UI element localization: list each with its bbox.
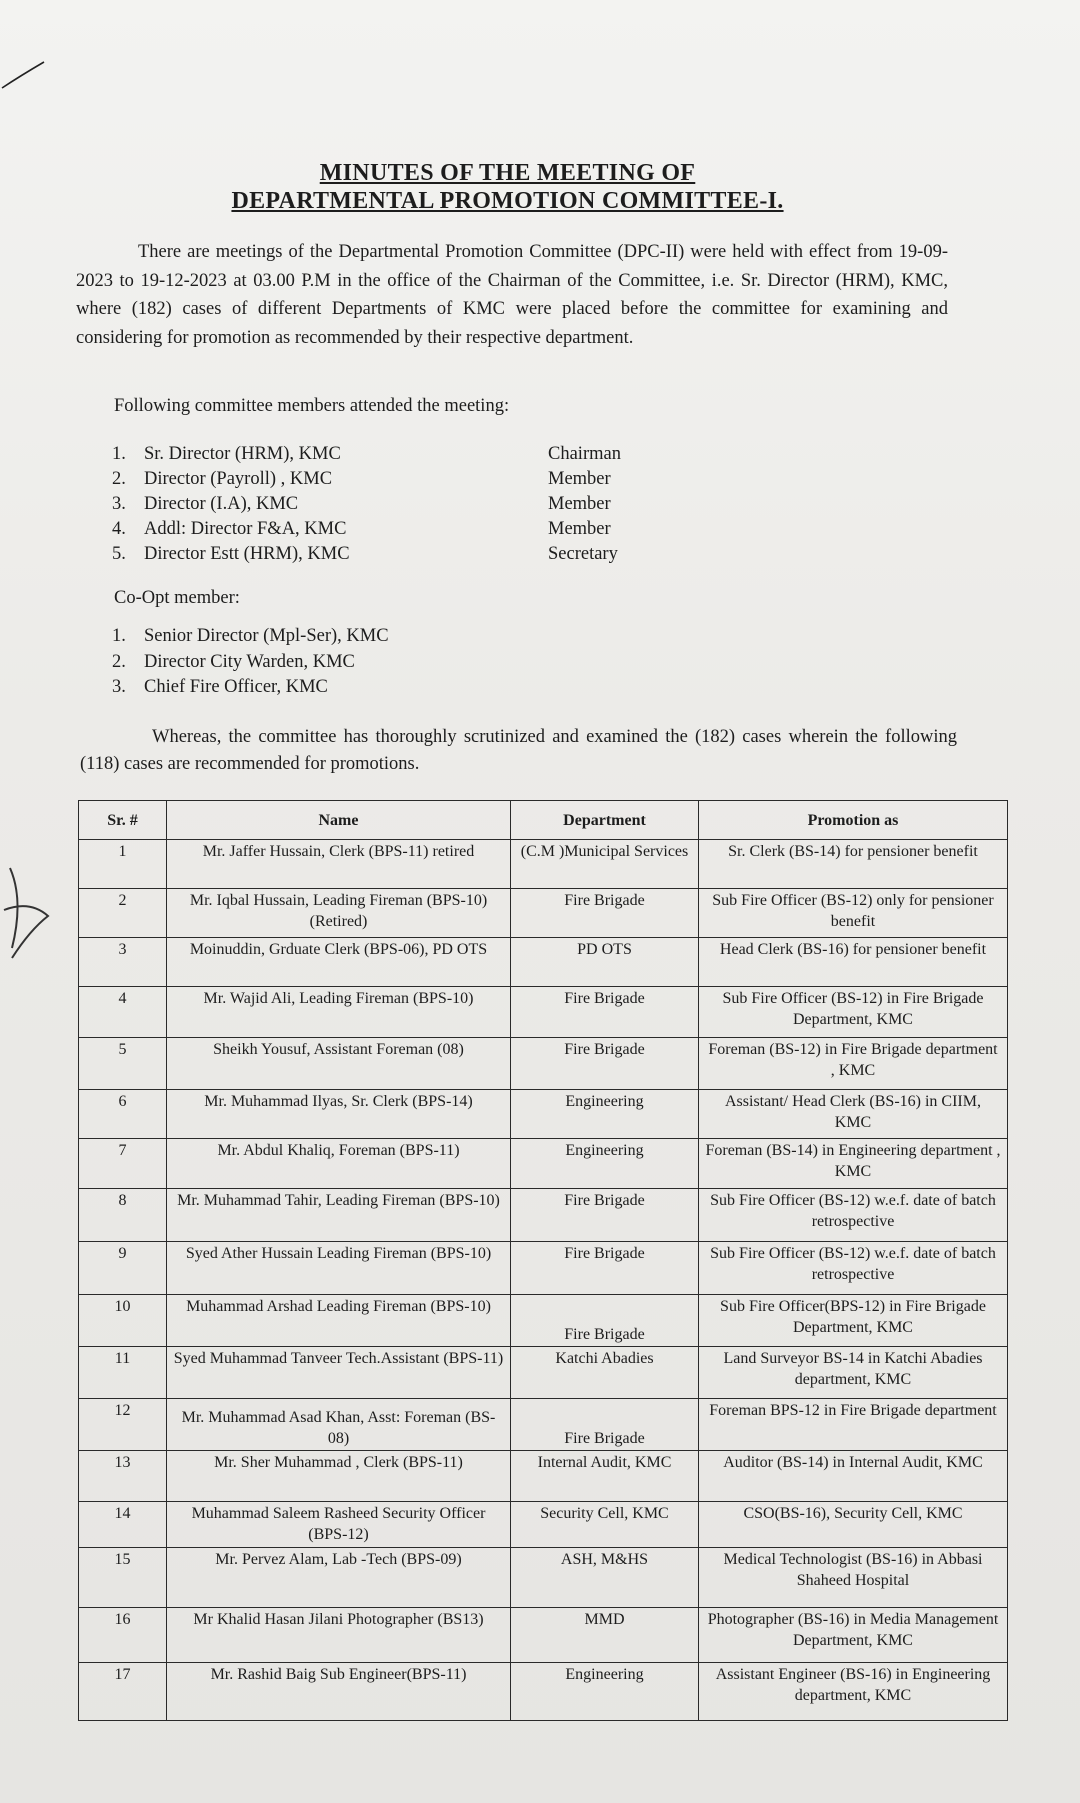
member-number: 4.: [112, 519, 126, 539]
member-role: Member: [548, 469, 611, 489]
cell-sr: 6: [79, 1090, 167, 1139]
member-name: Director (I.A), KMC: [144, 494, 299, 514]
table-row: [79, 1189, 1008, 1242]
cell-promotion: Sub Fire Officer (BS-12) w.e.f. date of batch retrospective: [699, 1242, 1008, 1295]
table-row: [79, 1347, 1008, 1399]
cell-department: Security Cell, KMC: [511, 1502, 699, 1548]
cell-promotion: Land Surveyor BS-14 in Katchi Abadies department, KMC: [699, 1347, 1008, 1399]
cell-department: MMD: [511, 1608, 699, 1663]
member-item: [112, 442, 621, 467]
cell-name: Syed Muhammad Tanveer Tech.Assistant (BPS-11): [167, 1347, 511, 1399]
table-row: [79, 938, 1008, 987]
cell-promotion: Sr. Clerk (BS-14) for pensioner benefit: [699, 840, 1008, 889]
cell-sr: 2: [79, 889, 167, 938]
coopt-name: Chief Fire Officer, KMC: [144, 677, 328, 697]
page-title-line2: DEPARTMENTAL PROMOTION COMMITTEE-I.: [231, 188, 784, 214]
table-row: [79, 840, 1008, 889]
intro-paragraph: There are meetings of the Departmental Promotion Committee (DPC-II) were held with effect from 19-09-2023 to 19-12-2023 at 03.00 P.M in the office of the Chairman of the Committee, i.e. Sr. Director (HRM), KMC, where (182) cases of different Departments of KMC were placed before the committee for examining and considering for promotion as recommended by their respective department.: [76, 242, 948, 348]
table-row: [79, 1139, 1008, 1189]
cell-sr: 8: [79, 1189, 167, 1242]
table-row: [79, 1399, 1008, 1451]
cell-name: Mr. Wajid Ali, Leading Fireman (BPS-10): [167, 987, 511, 1038]
table-row: [79, 1090, 1008, 1139]
member-name: Sr. Director (HRM), KMC: [144, 444, 341, 464]
cell-promotion: CSO(BS-16), Security Cell, KMC: [699, 1502, 1008, 1548]
cell-promotion: Medical Technologist (BS-16) in Abbasi Shaheed Hospital: [699, 1548, 1008, 1608]
cell-sr: 13: [79, 1451, 167, 1502]
cell-department: Fire Brigade: [511, 1038, 699, 1090]
table-row: [79, 1608, 1008, 1663]
cell-department: ASH, M&HS: [511, 1548, 699, 1608]
cell-department: Fire Brigade: [511, 1189, 699, 1242]
cell-promotion: Sub Fire Officer(BPS-12) in Fire Brigade Department, KMC: [699, 1295, 1008, 1347]
cell-sr: 17: [79, 1663, 167, 1721]
cell-promotion: Auditor (BS-14) in Internal Audit, KMC: [699, 1451, 1008, 1502]
cell-sr: 5: [79, 1038, 167, 1090]
coopt-name: Director City Warden, KMC: [144, 651, 355, 672]
member-item: [112, 492, 621, 517]
coopt-number: 3.: [112, 677, 126, 697]
cell-name: Mr. Rashid Baig Sub Engineer(BPS-11): [167, 1663, 511, 1721]
cell-promotion: Assistant/ Head Clerk (BS-16) in CIIM, KMC: [699, 1090, 1008, 1139]
cell-name: Mr. Muhammad Asad Khan, Asst: Foreman (BS-08): [167, 1399, 511, 1451]
cell-name: Mr Khalid Hasan Jilani Photographer (BS13): [167, 1608, 511, 1663]
cell-promotion: Sub Fire Officer (BS-12) w.e.f. date of batch retrospective: [699, 1189, 1008, 1242]
cell-promotion: Sub Fire Officer (BS-12) in Fire Brigade Department, KMC: [699, 987, 1008, 1038]
cell-department: Engineering: [511, 1663, 699, 1721]
committee-members-list: [112, 442, 621, 567]
cell-department: Engineering: [511, 1090, 699, 1139]
coopt-item: [112, 624, 389, 650]
table-row: [79, 1242, 1008, 1295]
member-role: Member: [548, 519, 611, 539]
table-row: [79, 987, 1008, 1038]
signature-mark-icon: [0, 860, 60, 970]
cell-department: Fire Brigade: [511, 889, 699, 938]
member-name: Director (Payroll) , KMC: [144, 469, 333, 489]
cell-name: Muhammad Saleem Rasheed Security Officer (BPS-12): [167, 1502, 511, 1548]
table-row: [79, 1038, 1008, 1090]
cell-department: Engineering: [511, 1139, 699, 1189]
table-row: [79, 1548, 1008, 1608]
table-row: [79, 1295, 1008, 1347]
cell-promotion: Photographer (BS-16) in Media Management Department, KMC: [699, 1608, 1008, 1663]
pen-mark-icon: [0, 50, 60, 100]
cell-sr: 4: [79, 987, 167, 1038]
cell-promotion: Foreman (BS-14) in Engineering department , KMC: [699, 1139, 1008, 1189]
cell-sr: 11: [79, 1347, 167, 1399]
cell-sr: 12: [79, 1399, 167, 1451]
member-item: [112, 542, 621, 567]
member-number: 1.: [112, 444, 126, 464]
cell-sr: 16: [79, 1608, 167, 1663]
cell-name: Muhammad Arshad Leading Fireman (BPS-10): [167, 1295, 511, 1347]
coopt-label: Co-Opt member:: [114, 588, 240, 608]
table-row: [79, 1663, 1008, 1721]
attended-label: Following committee members attended the meeting:: [114, 396, 510, 416]
cell-promotion: Foreman (BS-12) in Fire Brigade department , KMC: [699, 1038, 1008, 1090]
member-number: 2.: [112, 469, 126, 489]
cell-promotion: Assistant Engineer (BS-16) in Engineering department, KMC: [699, 1663, 1008, 1721]
coopt-item: [112, 675, 389, 701]
cell-sr: 10: [79, 1295, 167, 1347]
coopt-members-list: [112, 624, 389, 701]
cell-sr: 15: [79, 1548, 167, 1608]
header-department: Department: [511, 801, 699, 840]
member-number: 3.: [112, 494, 126, 514]
member-name: Addl: Director F&A, KMC: [144, 519, 347, 539]
cell-department: Katchi Abadies: [511, 1347, 699, 1399]
member-role: Secretary: [548, 544, 618, 564]
cell-promotion: Sub Fire Officer (BS-12) only for pensioner benefit: [699, 889, 1008, 938]
coopt-number: 1.: [112, 626, 126, 646]
page-title-line1: MINUTES OF THE MEETING OF: [319, 160, 696, 186]
promotion-table: [78, 800, 1008, 1721]
member-item: [112, 467, 621, 492]
member-number: 5.: [112, 544, 126, 564]
header-promotion: Promotion as: [699, 801, 1008, 840]
header-sr: Sr. #: [79, 801, 167, 840]
table-header-row: [79, 801, 1008, 840]
cell-department: (C.M )Municipal Services: [511, 840, 699, 889]
cell-name: Syed Ather Hussain Leading Fireman (BPS-10): [167, 1242, 511, 1295]
cell-name: Mr. Muhammad Tahir, Leading Fireman (BPS-10): [167, 1189, 511, 1242]
cell-name: Mr. Sher Muhammad , Clerk (BPS-11): [167, 1451, 511, 1502]
cell-name: Sheikh Yousuf, Assistant Foreman (08): [167, 1038, 511, 1090]
coopt-number: 2.: [112, 651, 126, 672]
cell-department: Fire Brigade: [511, 1242, 699, 1295]
cell-sr: 1: [79, 840, 167, 889]
cell-department: Fire Brigade: [511, 1295, 699, 1347]
cell-name: Mr. Muhammad Ilyas, Sr. Clerk (BPS-14): [167, 1090, 511, 1139]
cell-department: Fire Brigade: [511, 987, 699, 1038]
coopt-name: Senior Director (Mpl-Ser), KMC: [144, 626, 389, 646]
member-role: Member: [548, 494, 611, 514]
member-item: [112, 517, 621, 542]
cell-name: Mr. Pervez Alam, Lab -Tech (BPS-09): [167, 1548, 511, 1608]
coopt-item: [112, 650, 389, 676]
cell-name: Moinuddin, Grduate Clerk (BPS-06), PD OTS: [167, 938, 511, 987]
cell-name: Mr. Jaffer Hussain, Clerk (BPS-11) retired: [167, 840, 511, 889]
table-row: [79, 1502, 1008, 1548]
cell-sr: 7: [79, 1139, 167, 1189]
cell-name: Mr. Abdul Khaliq, Foreman (BPS-11): [167, 1139, 511, 1189]
cell-sr: 14: [79, 1502, 167, 1548]
cell-department: PD OTS: [511, 938, 699, 987]
cell-promotion: Foreman BPS-12 in Fire Brigade department: [699, 1399, 1008, 1451]
cell-department: Internal Audit, KMC: [511, 1451, 699, 1502]
member-role: Chairman: [548, 444, 621, 464]
cell-department: Fire Brigade: [511, 1399, 699, 1451]
table-row: [79, 889, 1008, 938]
whereas-paragraph: Whereas, the committee has thoroughly scrutinized and examined the (182) cases wherein the following (118) cases are recommended for promotions.: [80, 727, 957, 774]
cell-promotion: Head Clerk (BS-16) for pensioner benefit: [699, 938, 1008, 987]
header-name: Name: [167, 801, 511, 840]
table-row: [79, 1451, 1008, 1502]
member-name: Director Estt (HRM), KMC: [144, 544, 350, 564]
cell-name: Mr. Iqbal Hussain, Leading Fireman (BPS-10) (Retired): [167, 889, 511, 938]
cell-sr: 9: [79, 1242, 167, 1295]
cell-sr: 3: [79, 938, 167, 987]
